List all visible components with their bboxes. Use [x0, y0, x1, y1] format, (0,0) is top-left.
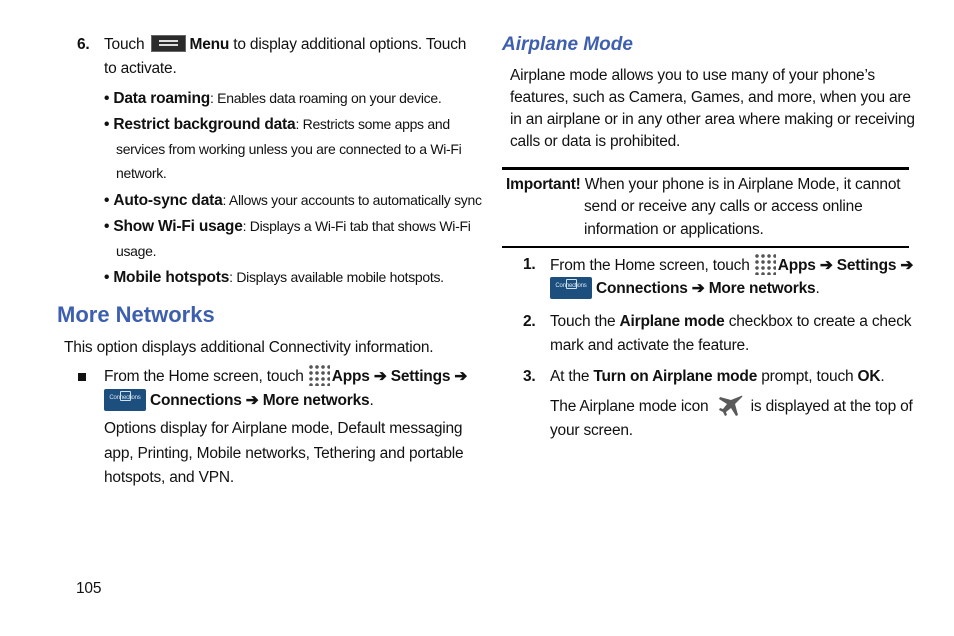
step-text: From the Home screen, touch	[550, 257, 750, 274]
step-3-note-2: your screen.	[550, 422, 633, 439]
more-networks-label: More networks	[262, 392, 370, 409]
apps-label: Apps	[331, 368, 370, 385]
ok-label: OK	[857, 368, 881, 385]
section-heading-more-networks: More Networks	[57, 302, 215, 327]
option-desc: usage.	[116, 243, 157, 259]
step-3-note: The Airplane mode icon is displayed at the top of	[550, 394, 913, 419]
turn-on-airplane-mode-label: Turn on Airplane mode	[593, 368, 758, 385]
important-bottom-rule	[502, 246, 909, 248]
step-number: 6.	[77, 36, 90, 53]
option-desc: network.	[116, 165, 167, 181]
option-desc: : Displays a Wi-Fi tab that shows Wi-Fi	[242, 218, 471, 234]
option-auto-sync: • Auto-sync data: Allows your accounts to automatically sync	[104, 192, 482, 209]
instruction-text: From the Home screen, touch	[104, 368, 304, 385]
options-text-1: Options display for Airplane mode, Default messaging	[104, 420, 463, 437]
important-text: send or receive any calls or access online	[584, 198, 863, 215]
intro-line: Airplane mode allows you to use many of your phone’s	[510, 67, 875, 84]
intro-line: features, such as Camera, Games, and more, when you are	[510, 89, 911, 106]
path-instruction-2: Connections Connections ➔ More networks.	[104, 389, 374, 413]
section-heading-airplane-mode: Airplane Mode	[502, 34, 633, 55]
step-1-text	[550, 253, 913, 278]
arrow-icon: ➔	[900, 257, 914, 274]
option-desc: : Enables data roaming on your device.	[210, 90, 442, 106]
airplane-mode-label: Airplane mode	[619, 313, 725, 330]
step-2-text-2: mark and activate the feature.	[550, 337, 750, 354]
connections-icon: Connections	[550, 277, 592, 299]
connections-label: Connections	[150, 392, 242, 409]
important-text: information or applications.	[584, 220, 764, 238]
option-term: Show Wi-Fi usage	[113, 218, 243, 235]
path-instruction	[104, 364, 467, 389]
menu-label: Menu	[189, 36, 230, 53]
intro-line: calls or data is prohibited.	[510, 133, 681, 150]
option-desc: : Restricts some apps and	[295, 116, 450, 132]
square-bullet-icon	[78, 373, 86, 381]
option-data-roaming: • Data roaming: Enables data roaming on your device.	[104, 90, 442, 107]
settings-label: Settings	[390, 368, 451, 385]
step-1-text-2: Connections Connections ➔ More networks.	[550, 277, 820, 301]
step-3-text: At the Turn on Airplane mode prompt, touch OK.	[550, 368, 885, 385]
apps-grid-icon	[754, 253, 776, 275]
important-note	[506, 174, 900, 197]
important-top-rule	[502, 167, 909, 170]
option-term: Auto-sync data	[113, 192, 223, 209]
step-text: Touch	[104, 36, 145, 53]
section-intro: This option displays additional Connectivity information.	[64, 339, 434, 356]
important-text-2	[584, 196, 863, 241]
option-desc: services from working unless you are connected to a Wi-Fi	[116, 141, 462, 157]
step-6-text	[104, 33, 466, 57]
step-number: 3.	[523, 368, 536, 385]
option-desc: : Allows your accounts to automatically sync	[222, 192, 482, 208]
connections-icon: Connections	[104, 389, 146, 411]
page-number: 105	[76, 580, 102, 597]
arrow-icon: ➔	[373, 368, 387, 385]
step-6-text-2: to activate.	[104, 60, 177, 77]
settings-label: Settings	[836, 257, 897, 274]
apps-label: Apps	[777, 257, 816, 274]
option-desc: : Displays available mobile hotspots.	[229, 269, 444, 285]
step-2-text: Touch the Airplane mode checkbox to create a check	[550, 313, 912, 330]
important-label: Important!	[506, 176, 581, 193]
options-text-2: app, Printing, Mobile networks, Tethering and portable	[104, 445, 464, 462]
apps-grid-icon	[308, 364, 330, 386]
airplane-icon	[716, 394, 744, 418]
menu-icon	[151, 35, 186, 52]
option-term: Mobile hotspots	[113, 269, 230, 286]
option-mobile-hotspots: • Mobile hotspots: Displays available mobile hotspots.	[104, 269, 444, 286]
arrow-icon: ➔	[454, 368, 468, 385]
step-number: 2.	[523, 313, 536, 330]
airplane-intro	[510, 65, 915, 153]
option-term: Restrict background data	[113, 116, 296, 133]
arrow-icon: ➔	[245, 392, 259, 409]
options-text-3: hotspots, and VPN.	[104, 469, 234, 486]
step-text: to display additional options. Touch	[229, 36, 467, 53]
arrow-icon: ➔	[819, 257, 833, 274]
intro-line: in an airplane or in any other area where making or receiving	[510, 111, 915, 128]
option-show-wifi-usage: • Show Wi-Fi usage: Displays a Wi-Fi tab that shows Wi-Fi	[104, 218, 471, 235]
option-restrict-background: • Restrict background data: Restricts some apps and	[104, 116, 450, 133]
step-6	[77, 33, 90, 57]
arrow-icon: ➔	[691, 280, 705, 297]
option-term: Data roaming	[113, 90, 210, 107]
step-number: 1.	[523, 256, 536, 273]
important-text: When your phone is in Airplane Mode, it cannot	[584, 176, 901, 193]
more-networks-label: More networks	[708, 280, 816, 297]
connections-label: Connections	[596, 280, 688, 297]
